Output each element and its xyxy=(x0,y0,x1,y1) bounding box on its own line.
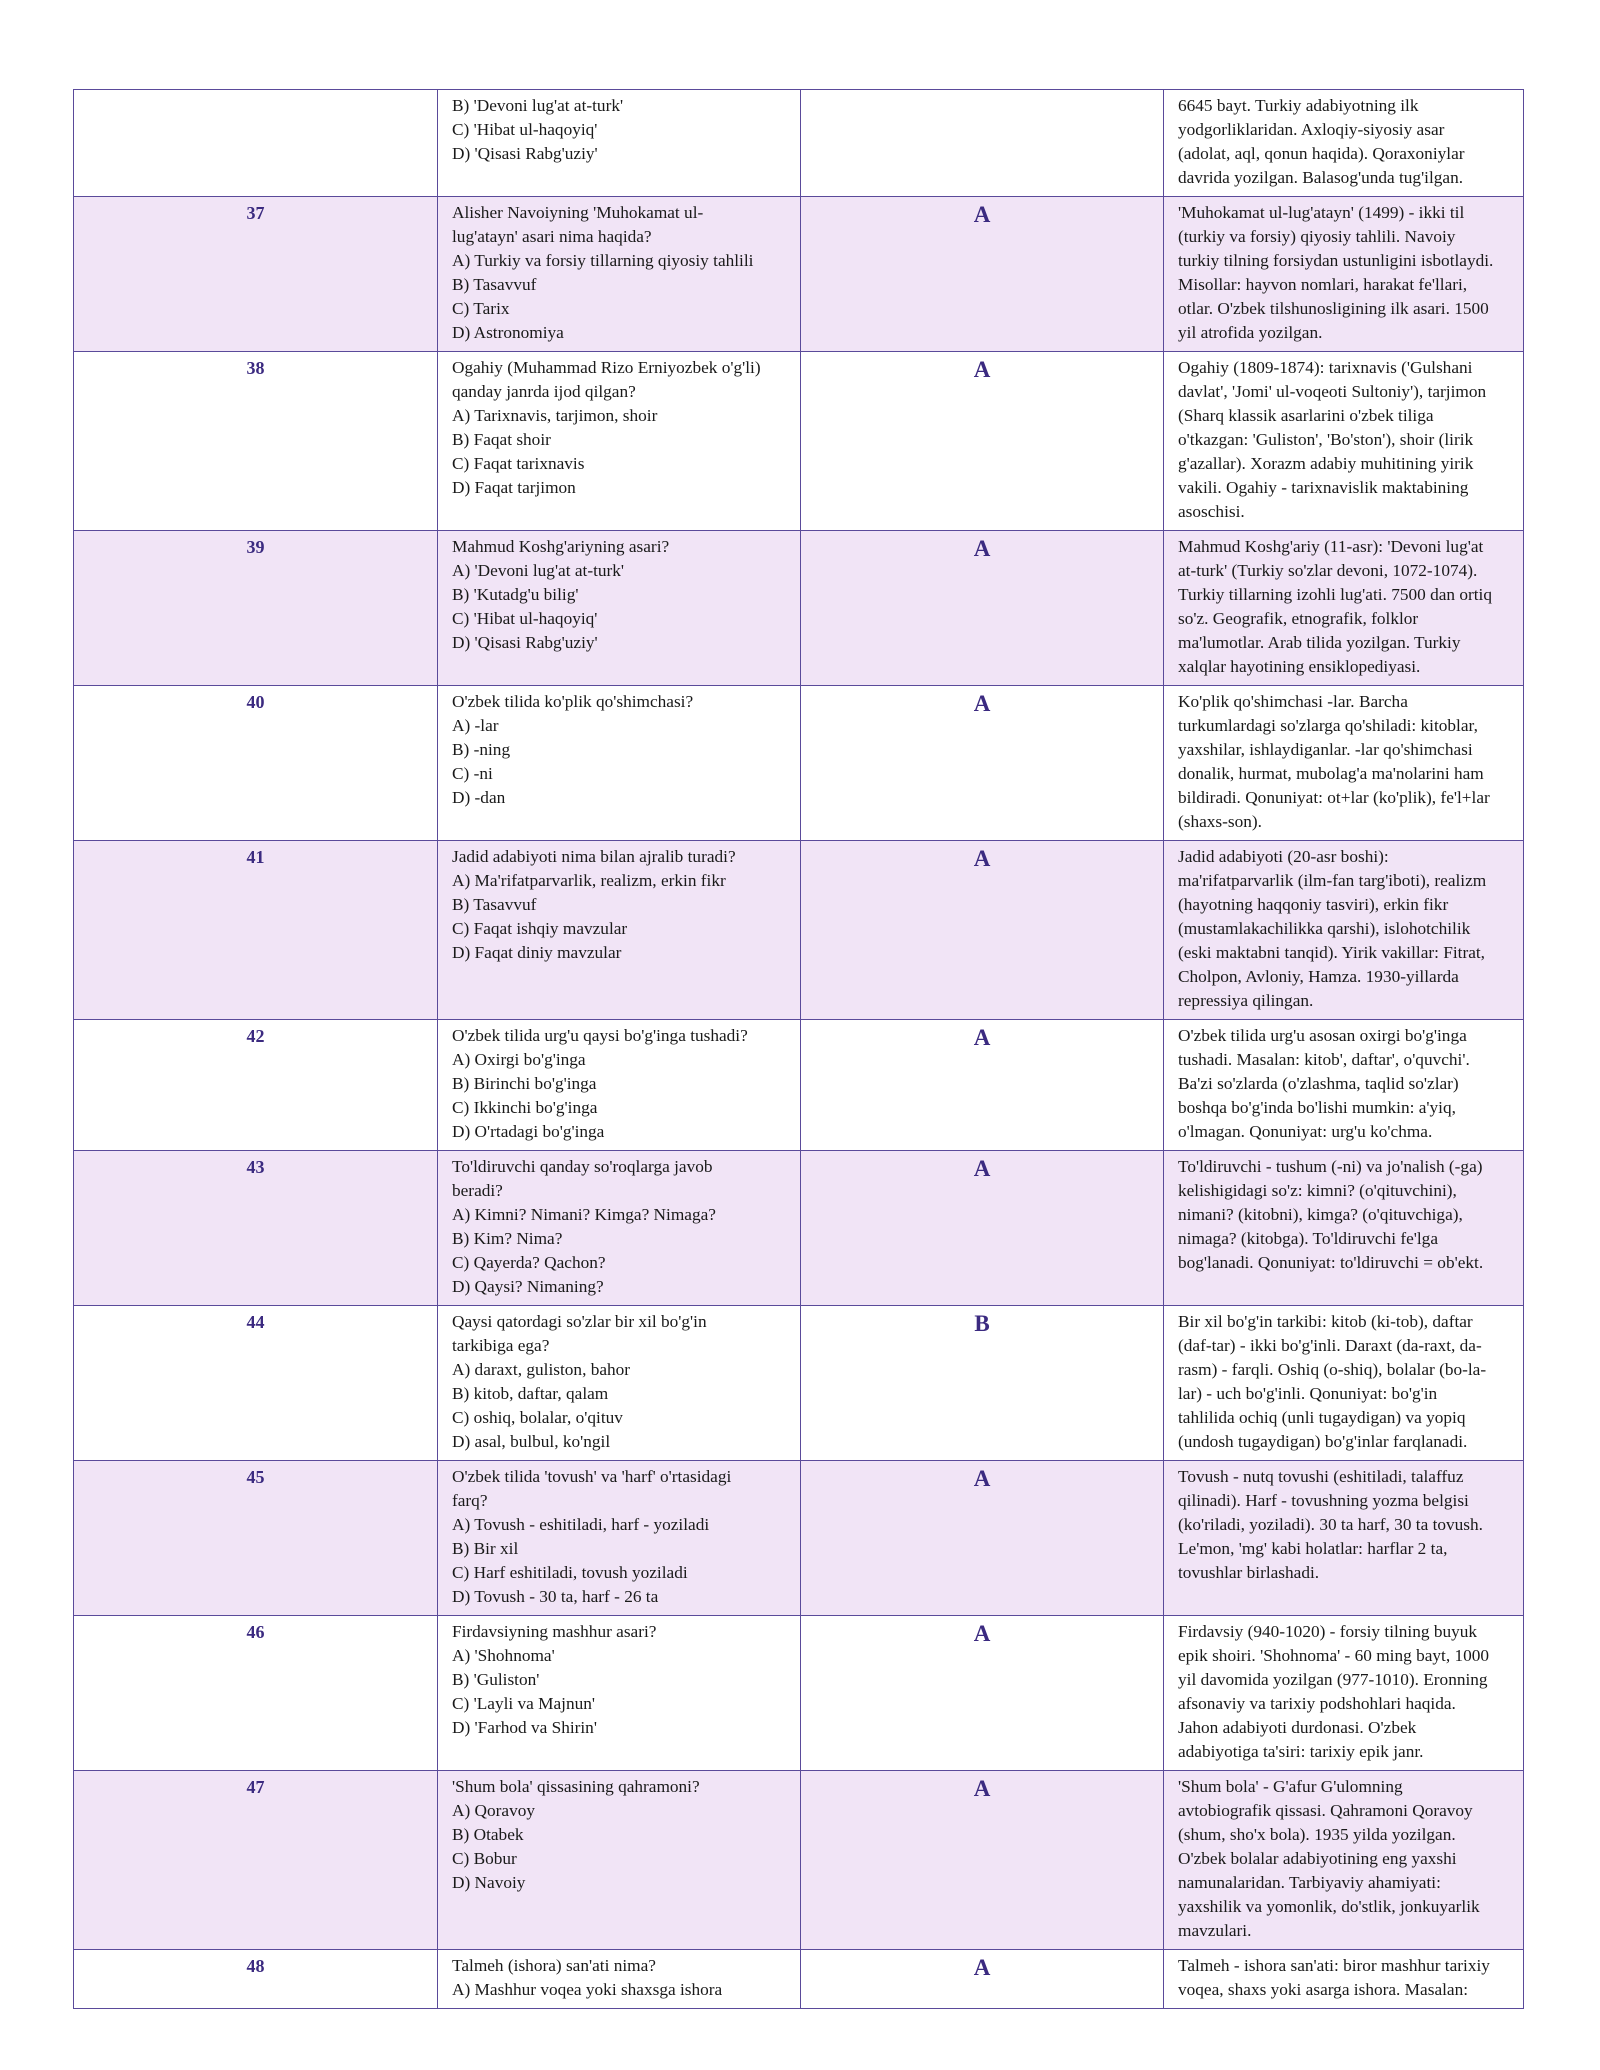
explanation-line: 'Shum bola' - G'afur G'ulomning xyxy=(1178,1777,1403,1796)
explanation-cell xyxy=(1164,531,1524,686)
question-line: B) Birinchi bo'g'inga xyxy=(452,1074,597,1093)
answer-letter: A xyxy=(801,1151,1164,1306)
explanation-line: yaxshilik va yomonlik, do'stlik, jonkuyarlik xyxy=(1178,1897,1480,1916)
explanation-line: yodgorliklaridan. Axloqiy-siyosiy asar xyxy=(1178,120,1445,139)
question-line: B) -ning xyxy=(452,740,511,759)
question-cell xyxy=(438,1151,801,1306)
explanation-cell xyxy=(1164,1020,1524,1151)
explanation-line: (eski maktabni tanqid). Yirik vakillar: Fitrat, xyxy=(1178,943,1485,962)
answer-letter: A xyxy=(801,197,1164,352)
answer-letter: A xyxy=(801,686,1164,841)
question-line: B) 'Guliston' xyxy=(452,1670,540,1689)
question-line: D) 'Qisasi Rabg'uziy' xyxy=(452,633,598,652)
answer-letter: B xyxy=(801,1306,1164,1461)
question-line: D) asal, bulbul, ko'ngil xyxy=(452,1432,611,1451)
explanation-line: voqea, shaxs yoki asarga ishora. Masalan: xyxy=(1178,1980,1469,1999)
question-line: C) Ikkinchi bo'g'inga xyxy=(452,1098,598,1117)
question-line: B) Kim? Nima? xyxy=(452,1229,563,1248)
question-line: D) Navoiy xyxy=(452,1873,526,1892)
question-number: 42 xyxy=(74,1020,438,1151)
answer-letter: A xyxy=(801,352,1164,531)
explanation-line: otlar. O'zbek tilshunosligining ilk asari. 1500 xyxy=(1178,299,1489,318)
question-line: A) Oxirgi bo'g'inga xyxy=(452,1050,586,1069)
question-line: B) Faqat shoir xyxy=(452,430,551,449)
explanation-line: at-turk' (Turkiy so'zlar devoni, 1072-1074). xyxy=(1178,561,1478,580)
question-row xyxy=(74,1616,1524,1771)
explanation-cell xyxy=(1164,90,1524,197)
explanation-cell xyxy=(1164,352,1524,531)
question-text: Talmeh (ishora) san'ati nima? xyxy=(452,1956,656,1975)
question-line: A) 'Shohnoma' xyxy=(452,1646,555,1665)
question-line: D) Qaysi? Nimaning? xyxy=(452,1277,604,1296)
explanation-line: davrida yozilgan. Balasog'unda tug'ilgan. xyxy=(1178,168,1464,187)
explanation-line: kelishigidagi so'z: kimni? (o'qituvchini), xyxy=(1178,1181,1457,1200)
question-row xyxy=(74,352,1524,531)
explanation-line: Misollar: hayvon nomlari, harakat fe'llari, xyxy=(1178,275,1468,294)
explanation-line: ma'lumotlar. Arab tilida yozilgan. Turkiy xyxy=(1178,633,1461,652)
explanation-cell xyxy=(1164,1950,1524,2009)
question-cell xyxy=(438,1771,801,1950)
question-text: Mahmud Koshg'ariyning asari? xyxy=(452,537,670,556)
question-cell xyxy=(438,1461,801,1616)
explanation-line: nimani? (kitobni), kimga? (o'qituvchiga), xyxy=(1178,1205,1463,1224)
explanation-line: Jahon adabiyoti durdonasi. O'zbek xyxy=(1178,1718,1417,1737)
question-number: 41 xyxy=(74,841,438,1020)
question-row xyxy=(74,1461,1524,1616)
explanation-line: Talmeh - ishora san'ati: biror mashhur tarixiy xyxy=(1178,1956,1490,1975)
question-line: A) Ma'rifatparvarlik, realizm, erkin fikr xyxy=(452,871,726,890)
explanation-line: yil davomida yozilgan (977-1010). Eronning xyxy=(1178,1670,1488,1689)
question-number: 39 xyxy=(74,531,438,686)
question-line: D) Faqat tarjimon xyxy=(452,478,576,497)
question-line: tarkibiga ega? xyxy=(452,1336,550,1355)
question-line: C) 'Layli va Majnun' xyxy=(452,1694,596,1713)
question-number: 43 xyxy=(74,1151,438,1306)
explanation-line: o'lmagan. Qonuniyat: urg'u ko'chma. xyxy=(1178,1122,1433,1141)
explanation-cell xyxy=(1164,1151,1524,1306)
explanation-line: rasm) - farqli. Oshiq (o-shiq), bolalar (bo-la- xyxy=(1178,1360,1487,1379)
explanation-line: lar) - uch bo'g'inli. Qonuniyat: bo'g'in xyxy=(1178,1384,1438,1403)
question-row xyxy=(74,1950,1524,2009)
question-line: C) oshiq, bolalar, o'qituv xyxy=(452,1408,623,1427)
question-number xyxy=(74,90,438,197)
question-line: A) daraxt, guliston, bahor xyxy=(452,1360,631,1379)
explanation-line: Ba'zi so'zlarda (o'zlashma, taqlid so'zlar) xyxy=(1178,1074,1459,1093)
question-row xyxy=(74,1020,1524,1151)
question-line: B) Bir xil xyxy=(452,1539,519,1558)
question-line: B) Tasavvuf xyxy=(452,275,537,294)
explanation-line: O'zbek bolalar adabiyotining eng yaxshi xyxy=(1178,1849,1457,1868)
question-line: A) Qoravoy xyxy=(452,1801,536,1820)
answer-letter xyxy=(801,90,1164,197)
question-line: C) Qayerda? Qachon? xyxy=(452,1253,606,1272)
explanation-line: bildiradi. Qonuniyat: ot+lar (ko'plik), fe'l+lar xyxy=(1178,788,1490,807)
explanation-line: xalqlar hayotining ensiklopediyasi. xyxy=(1178,657,1421,676)
question-text: B) 'Devoni lug'at at-turk' xyxy=(452,96,624,115)
question-text: 'Shum bola' qissasining qahramoni? xyxy=(452,1777,700,1796)
explanation-line: To'ldiruvchi - tushum (-ni) va jo'nalish (-ga) xyxy=(1178,1157,1483,1176)
question-line: B) Tasavvuf xyxy=(452,895,537,914)
question-text: O'zbek tilida 'tovush' va 'harf' o'rtasidagi xyxy=(452,1467,732,1486)
question-line: C) Tarix xyxy=(452,299,510,318)
question-line: A) -lar xyxy=(452,716,499,735)
explanation-line: bog'lanadi. Qonuniyat: to'ldiruvchi = ob'ekt. xyxy=(1178,1253,1484,1272)
explanation-line: Cholpon, Avloniy, Hamza. 1930-yillarda xyxy=(1178,967,1459,986)
explanation-line: yil atrofida yozilgan. xyxy=(1178,323,1323,342)
explanation-line: o'tkazgan: 'Guliston', 'Bo'ston'), shoir (lirik xyxy=(1178,430,1474,449)
question-cell xyxy=(438,1020,801,1151)
explanation-line: yaxshilar, ishlaydiganlar. -lar qo'shimchasi xyxy=(1178,740,1473,759)
explanation-line: boshqa bo'g'inda bo'lishi mumkin: a'yiq, xyxy=(1178,1098,1456,1117)
question-line: A) Tovush - eshitiladi, harf - yoziladi xyxy=(452,1515,710,1534)
answer-letter: A xyxy=(801,1461,1164,1616)
question-line: B) 'Kutadg'u bilig' xyxy=(452,585,579,604)
explanation-line: (turkiy va forsiy) qiyosiy tahlili. Navoiy xyxy=(1178,227,1456,246)
explanation-line: (ko'riladi, yoziladi). 30 ta harf, 30 ta tovush. xyxy=(1178,1515,1483,1534)
explanation-cell xyxy=(1164,686,1524,841)
explanation-line: qilinadi). Harf - tovushning yozma belgisi xyxy=(1178,1491,1469,1510)
explanation-line: davlat', 'Jomi' ul-voqeoti Sultoniy'), tarjimon xyxy=(1178,382,1487,401)
explanation-line: repressiya qilingan. xyxy=(1178,991,1314,1010)
explanation-line: (hayotning haqqoniy tasviri), erkin fikr xyxy=(1178,895,1449,914)
explanation-line: avtobiografik qissasi. Qahramoni Qoravoy xyxy=(1178,1801,1473,1820)
question-line: D) O'rtadagi bo'g'inga xyxy=(452,1122,605,1141)
question-line: C) 'Hibat ul-haqoyiq' xyxy=(452,609,598,628)
explanation-line: 6645 bayt. Turkiy adabiyotning ilk xyxy=(1178,96,1419,115)
explanation-line: asoschisi. xyxy=(1178,502,1245,521)
answer-letter: A xyxy=(801,1771,1164,1950)
question-number: 47 xyxy=(74,1771,438,1950)
question-line: B) kitob, daftar, qalam xyxy=(452,1384,609,1403)
question-line: D) Tovush - 30 ta, harf - 26 ta xyxy=(452,1587,659,1606)
answer-letter: A xyxy=(801,1950,1164,2009)
quiz-table-body xyxy=(74,90,1524,2009)
explanation-line: Le'mon, 'mg' kabi holatlar: harflar 2 ta, xyxy=(1178,1539,1448,1558)
question-line: C) Bobur xyxy=(452,1849,517,1868)
question-number: 45 xyxy=(74,1461,438,1616)
question-line: A) Mashhur voqea yoki shaxsga ishora xyxy=(452,1980,723,1999)
explanation-line: 'Muhokamat ul-lug'atayn' (1499) - ikki til xyxy=(1178,203,1465,222)
question-line: C) -ni xyxy=(452,764,493,783)
question-line: A) Kimni? Nimani? Kimga? Nimaga? xyxy=(452,1205,716,1224)
explanation-line: Ko'plik qo'shimchasi -lar. Barcha xyxy=(1178,692,1408,711)
question-cell xyxy=(438,1950,801,2009)
explanation-line: (shum, sho'x bola). 1935 yilda yozilgan. xyxy=(1178,1825,1456,1844)
question-line: A) 'Devoni lug'at at-turk' xyxy=(452,561,625,580)
explanation-line: tahlilida ochiq (unli tugaydigan) va yopiq xyxy=(1178,1408,1466,1427)
question-line: D) -dan xyxy=(452,788,506,807)
explanation-line: Ogahiy (1809-1874): tarixnavis ('Gulshani xyxy=(1178,358,1473,377)
question-cell xyxy=(438,841,801,1020)
question-cell xyxy=(438,352,801,531)
question-number: 38 xyxy=(74,352,438,531)
explanation-line: afsonaviy va tarixiy podshohlari haqida. xyxy=(1178,1694,1456,1713)
question-line: D) Astronomiya xyxy=(452,323,564,342)
question-line: qanday janrda ijod qilgan? xyxy=(452,382,636,401)
explanation-line: epik shoiri. 'Shohnoma' - 60 ming bayt, 1000 xyxy=(1178,1646,1490,1665)
explanation-cell xyxy=(1164,1306,1524,1461)
explanation-line: ma'rifatparvarlik (ilm-fan targ'iboti), realizm xyxy=(1178,871,1487,890)
question-row xyxy=(74,1306,1524,1461)
explanation-line: Jadid adabiyoti (20-asr boshi): xyxy=(1178,847,1389,866)
explanation-line: (adolat, aql, qonun haqida). Qoraxoniylar xyxy=(1178,144,1465,163)
question-cell xyxy=(438,197,801,352)
answer-letter: A xyxy=(801,841,1164,1020)
explanation-line: (undosh tugaydigan) bo'g'inlar farqlanadi. xyxy=(1178,1432,1468,1451)
answer-letter: A xyxy=(801,1616,1164,1771)
explanation-line: Tovush - nutq tovushi (eshitiladi, talaffuz xyxy=(1178,1467,1464,1486)
explanation-line: mavzulari. xyxy=(1178,1921,1252,1940)
question-number: 37 xyxy=(74,197,438,352)
explanation-line: Mahmud Koshg'ariy (11-asr): 'Devoni lug'at xyxy=(1178,537,1484,556)
explanation-line: namunalaridan. Tarbiyaviy ahamiyati: xyxy=(1178,1873,1441,1892)
explanation-line: adabiyotiga ta'siri: tarixiy epik janr. xyxy=(1178,1742,1424,1761)
explanation-line: so'z. Geografik, etnografik, folklor xyxy=(1178,609,1419,628)
explanation-line: Firdavsiy (940-1020) - forsiy tilning buyuk xyxy=(1178,1622,1478,1641)
question-line: A) Turkiy va forsiy tillarning qiyosiy tahlili xyxy=(452,251,754,270)
question-text: Firdavsiyning mashhur asari? xyxy=(452,1622,657,1641)
explanation-line: Bir xil bo'g'in tarkibi: kitob (ki-tob), daftar xyxy=(1178,1312,1473,1331)
explanation-line: (daf-tar) - ikki bo'g'inli. Daraxt (da-raxt, da- xyxy=(1178,1336,1482,1355)
explanation-line: O'zbek tilida urg'u asosan oxirgi bo'g'inga xyxy=(1178,1026,1467,1045)
question-line: D) 'Farhod va Shirin' xyxy=(452,1718,597,1737)
question-line: A) Tarixnavis, tarjimon, shoir xyxy=(452,406,658,425)
question-text: Alisher Navoiyning 'Muhokamat ul- xyxy=(452,203,704,222)
explanation-line: nimaga? (kitobga). To'ldiruvchi fe'lga xyxy=(1178,1229,1438,1248)
question-line: D) 'Qisasi Rabg'uziy' xyxy=(452,144,598,163)
question-line: B) Otabek xyxy=(452,1825,524,1844)
quiz-table xyxy=(73,89,1524,2009)
question-text: Jadid adabiyoti nima bilan ajralib turadi? xyxy=(452,847,736,866)
question-line: C) Faqat ishqiy mavzular xyxy=(452,919,628,938)
explanation-line: (Sharq klassik asarlarini o'zbek tiliga xyxy=(1178,406,1434,425)
explanation-line: turkumlardagi so'zlarga qo'shiladi: kitoblar, xyxy=(1178,716,1478,735)
question-line: lug'atayn' asari nima haqida? xyxy=(452,227,652,246)
question-line: D) Faqat diniy mavzular xyxy=(452,943,622,962)
question-cell xyxy=(438,686,801,841)
explanation-line: (shaxs-son). xyxy=(1178,812,1262,831)
question-row xyxy=(74,197,1524,352)
question-line: C) 'Hibat ul-haqoyiq' xyxy=(452,120,598,139)
question-row xyxy=(74,686,1524,841)
explanation-line: tushadi. Masalan: kitob', daftar', o'quvchi'. xyxy=(1178,1050,1470,1069)
explanation-cell xyxy=(1164,1461,1524,1616)
explanation-line: donalik, hurmat, mubolag'a ma'nolarini ham xyxy=(1178,764,1484,783)
explanation-line: (mustamlakachilikka qarshi), islohotchilik xyxy=(1178,919,1471,938)
question-text: O'zbek tilida ko'plik qo'shimchasi? xyxy=(452,692,694,711)
question-text: To'ldiruvchi qanday so'roqlarga javob xyxy=(452,1157,713,1176)
question-line: C) Faqat tarixnavis xyxy=(452,454,585,473)
question-row xyxy=(74,90,1524,197)
explanation-line: turkiy tilning forsiydan ustunligini isbotlaydi. xyxy=(1178,251,1494,270)
question-number: 40 xyxy=(74,686,438,841)
question-text: Ogahiy (Muhammad Rizo Erniyozbek o'g'li) xyxy=(452,358,761,377)
explanation-cell xyxy=(1164,1616,1524,1771)
question-cell xyxy=(438,90,801,197)
explanation-line: vakili. Ogahiy - tarixnavislik maktabining xyxy=(1178,478,1469,497)
question-text: Qaysi qatordagi so'zlar bir xil bo'g'in xyxy=(452,1312,707,1331)
question-number: 48 xyxy=(74,1950,438,2009)
answer-letter: A xyxy=(801,531,1164,686)
explanation-line: g'azallar). Xorazm adabiy muhitining yirik xyxy=(1178,454,1474,473)
question-number: 44 xyxy=(74,1306,438,1461)
question-line: beradi? xyxy=(452,1181,503,1200)
question-text: O'zbek tilida urg'u qaysi bo'g'inga tushadi? xyxy=(452,1026,748,1045)
question-row xyxy=(74,1151,1524,1306)
question-line: C) Harf eshitiladi, tovush yoziladi xyxy=(452,1563,688,1582)
explanation-line: tovushlar birlashadi. xyxy=(1178,1563,1320,1582)
question-number: 46 xyxy=(74,1616,438,1771)
explanation-cell xyxy=(1164,1771,1524,1950)
question-cell xyxy=(438,1306,801,1461)
explanation-cell xyxy=(1164,197,1524,352)
question-line: farq? xyxy=(452,1491,488,1510)
question-row xyxy=(74,1771,1524,1950)
question-cell xyxy=(438,1616,801,1771)
question-cell xyxy=(438,531,801,686)
explanation-cell xyxy=(1164,841,1524,1020)
explanation-line: Turkiy tillarning izohli lug'ati. 7500 dan ortiq xyxy=(1178,585,1492,604)
answer-letter: A xyxy=(801,1020,1164,1151)
question-row xyxy=(74,531,1524,686)
question-row xyxy=(74,841,1524,1020)
